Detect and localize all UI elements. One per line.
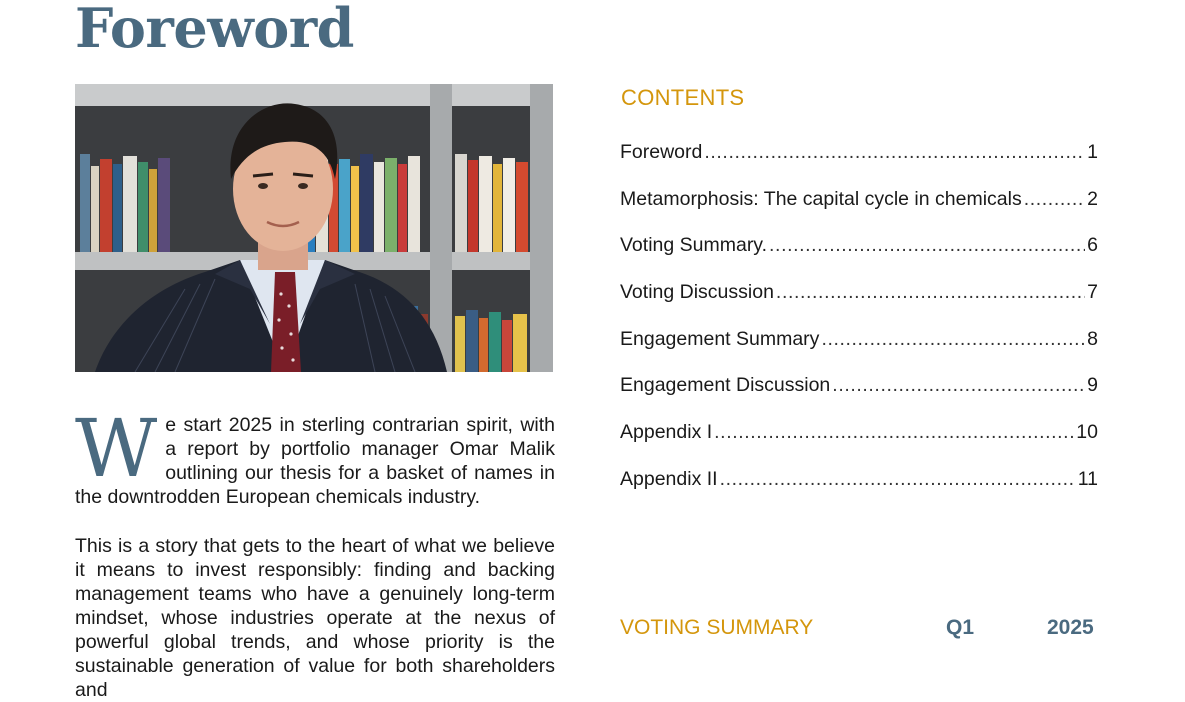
toc-dot-leader xyxy=(769,234,1085,257)
toc-entry-engagement-discussion[interactable] xyxy=(620,374,1098,421)
toc-entry-appendix-ii[interactable] xyxy=(620,468,1098,515)
page-title: Foreword xyxy=(75,0,354,60)
toc-entry-voting-discussion[interactable] xyxy=(620,281,1098,328)
paragraph-text: e start 2025 in sterling contrarian spirit, with a report by portfolio manager Omar Malik outlining our thesis for a basket of names in the downtrodden European chemicals industry. xyxy=(75,414,555,508)
toc-dot-leader xyxy=(776,281,1085,304)
contents-heading: CONTENTS xyxy=(621,85,745,110)
toc-dot-leader xyxy=(821,328,1085,351)
foreword-paragraph-1 xyxy=(75,402,555,509)
year-label: 2025 xyxy=(1047,616,1094,639)
toc-entry-title: Metamorphosis: The capital cycle in chemicals xyxy=(620,187,1022,210)
toc-entry-page: 9 xyxy=(1087,374,1098,397)
toc-dot-leader xyxy=(832,374,1085,397)
toc-entry-page: 10 xyxy=(1076,421,1098,444)
toc-dot-leader xyxy=(704,141,1085,164)
toc-entry-page: 6 xyxy=(1087,234,1098,257)
table-of-contents xyxy=(620,141,1098,515)
toc-entry-title: Foreword xyxy=(620,141,703,163)
toc-entry-title: Appendix II xyxy=(620,467,718,490)
toc-entry-title: Engagement Summary xyxy=(620,327,820,350)
toc-entry-title: Voting Discussion xyxy=(620,281,774,304)
toc-dot-leader xyxy=(1024,188,1085,211)
toc-entry-page: 2 xyxy=(1087,187,1098,210)
drop-cap: W xyxy=(75,402,158,495)
toc-entry-title: Voting Summary. xyxy=(620,234,768,257)
quarter-label: Q1 xyxy=(946,616,975,639)
toc-entry-page: 8 xyxy=(1087,327,1098,350)
foreword-paragraph-2: This is a story that gets to the heart of what we believe it means to invest responsibly: finding and backing management teams who have a genuinely long-term mindset, whose industries operate at the nexus of powerful global trends, and whose priority is the sustainable generation of value for both shareholders and xyxy=(75,535,555,701)
toc-entry-title: Engagement Discussion xyxy=(620,374,831,397)
section-footer-label: VOTING SUMMARY xyxy=(620,616,814,639)
toc-entry-foreword[interactable] xyxy=(620,141,1098,188)
toc-dot-leader xyxy=(714,421,1074,444)
toc-entry-page: 11 xyxy=(1077,467,1098,490)
toc-entry-page: 1 xyxy=(1087,141,1098,163)
toc-entry-voting-summary[interactable] xyxy=(620,234,1098,281)
toc-entry-appendix-i[interactable] xyxy=(620,421,1098,468)
toc-dot-leader xyxy=(720,468,1076,491)
toc-entry-title: Appendix I xyxy=(620,421,713,444)
toc-entry-engagement-summary[interactable] xyxy=(620,328,1098,375)
portrait-photo xyxy=(75,84,553,372)
toc-entry-metamorphosis[interactable] xyxy=(620,188,1098,235)
toc-entry-page: 7 xyxy=(1087,281,1098,304)
